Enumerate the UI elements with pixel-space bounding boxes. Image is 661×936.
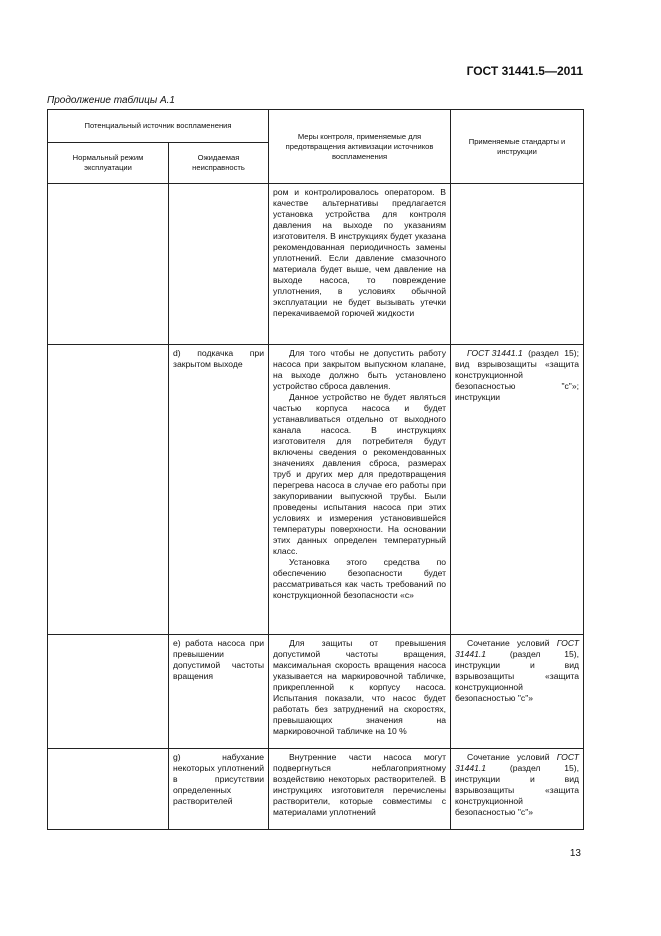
cell-normal xyxy=(48,749,169,830)
standards-text: (раздел 15); вид взрывозащиты «защита конструкционной безопасностью "с"»; инструкции xyxy=(455,348,580,402)
cell-standards xyxy=(451,749,584,830)
standards-prefix: Сочетание условий xyxy=(467,638,557,648)
standard-ref: ГОСТ 31441.1 xyxy=(467,348,523,358)
header-normal-mode: Нормальный режим эксплуатации xyxy=(48,143,169,184)
page-number: 13 xyxy=(569,848,581,859)
measures-text: Установка этого средства по обеспечению безопасности будет рассматриваться как часть требований по конструкционной безопасности «с» xyxy=(273,557,447,600)
header-control-measures: Меры контроля, применяемые для предотвращения активизации источников воспламенения xyxy=(269,110,451,184)
cell-standards xyxy=(451,184,584,345)
standards-prefix: Сочетание условий xyxy=(467,752,557,762)
cell-standards xyxy=(451,345,584,635)
cell-normal xyxy=(48,635,169,749)
cell-expected: g) набухание некоторых уплотнений в присутствии определенных растворителей xyxy=(169,749,269,830)
cell-normal xyxy=(48,184,169,345)
table-caption: Продолжение таблицы А.1 xyxy=(47,95,175,106)
cell-expected xyxy=(169,184,269,345)
measures-text: Внутренние части насоса могут подвергнуться неблагоприятному воздействию некоторых растворителей. В инструкциях изготовителя перечислены растворители, которые совместимы с материалами уплотнений xyxy=(273,752,447,817)
measures-text: Данное устройство не будет являться частью корпуса насоса и будет устанавливаться отдельно от выходного канала насоса. В инструкциях изготовителя для потребителя будут включены сведения о рекомендованных значениях давления сброса, размерах труб и других мер для предотвращения перегрева насоса в случае его работы при закупоривании выпускной трубы. Были проведены испытания насоса при этих условиях и измерения установившейся температуры поверхности. На основании этих данных определен температурный класс. xyxy=(273,392,447,556)
standards-text: (раздел 15), инструкции и вид взрывозащиты «защита конструкционной безопасностью "с"» xyxy=(455,649,580,703)
standard-ref: ГОСТ 31441.1 xyxy=(455,638,580,659)
standards-text: (раздел 15), инструкции и вид взрывозащиты «защита конструкционной безопасностью "с"» xyxy=(455,763,580,817)
cell-measures xyxy=(269,345,451,635)
cell-measures xyxy=(269,635,451,749)
table-row xyxy=(48,635,584,749)
table-row xyxy=(48,184,584,345)
measures-text: ром и контролировалось оператором. В качестве альтернативы предлагается установка устройства для контроля давления на выходе по указаниям изготовителя. В инструкциях будет указана рекомендованная периодичность замены уплотнений. Если давление смазочного материала будет выше, чем давление на выходе насоса, то повреждение уплотнения, в условиях обычной эксплуатации не будет вызывать утечки перекачиваемой горючей жидкости xyxy=(273,187,447,318)
ignition-sources-table xyxy=(47,109,584,830)
standard-ref: ГОСТ 31441.1 xyxy=(455,752,580,773)
measures-text: Для защиты от превышения допустимой частоты вращения, максимальная скорость вращения насоса указывается на маркировочной табличке, прикрепленной к корпусу насоса. Испытания показали, что насос будет работать без затруднений на скоростях, превышающих значения на маркировочной табличке на 10 % xyxy=(273,638,447,736)
table-row xyxy=(48,345,584,635)
document-number: ГОСТ 31441.5—2011 xyxy=(466,64,583,78)
table-row xyxy=(48,749,584,830)
header-expected-fault: Ожидаемая неисправность xyxy=(169,143,269,184)
cell-measures xyxy=(269,749,451,830)
measures-text: Для того чтобы не допустить работу насоса при закрытом выпускном клапане, на выходе должно быть установлено устройство сброса давления. xyxy=(273,348,447,391)
cell-expected: d) подкачка при закрытом выходе xyxy=(169,345,269,635)
cell-expected: e) работа насоса при превышении допустимой частоты вращения xyxy=(169,635,269,749)
cell-measures xyxy=(269,184,451,345)
header-standards: Применяемые стандарты и инструкции xyxy=(451,110,584,184)
cell-normal xyxy=(48,345,169,635)
cell-standards xyxy=(451,635,584,749)
header-ignition-source: Потенциальный источник воспламенения xyxy=(48,110,269,143)
